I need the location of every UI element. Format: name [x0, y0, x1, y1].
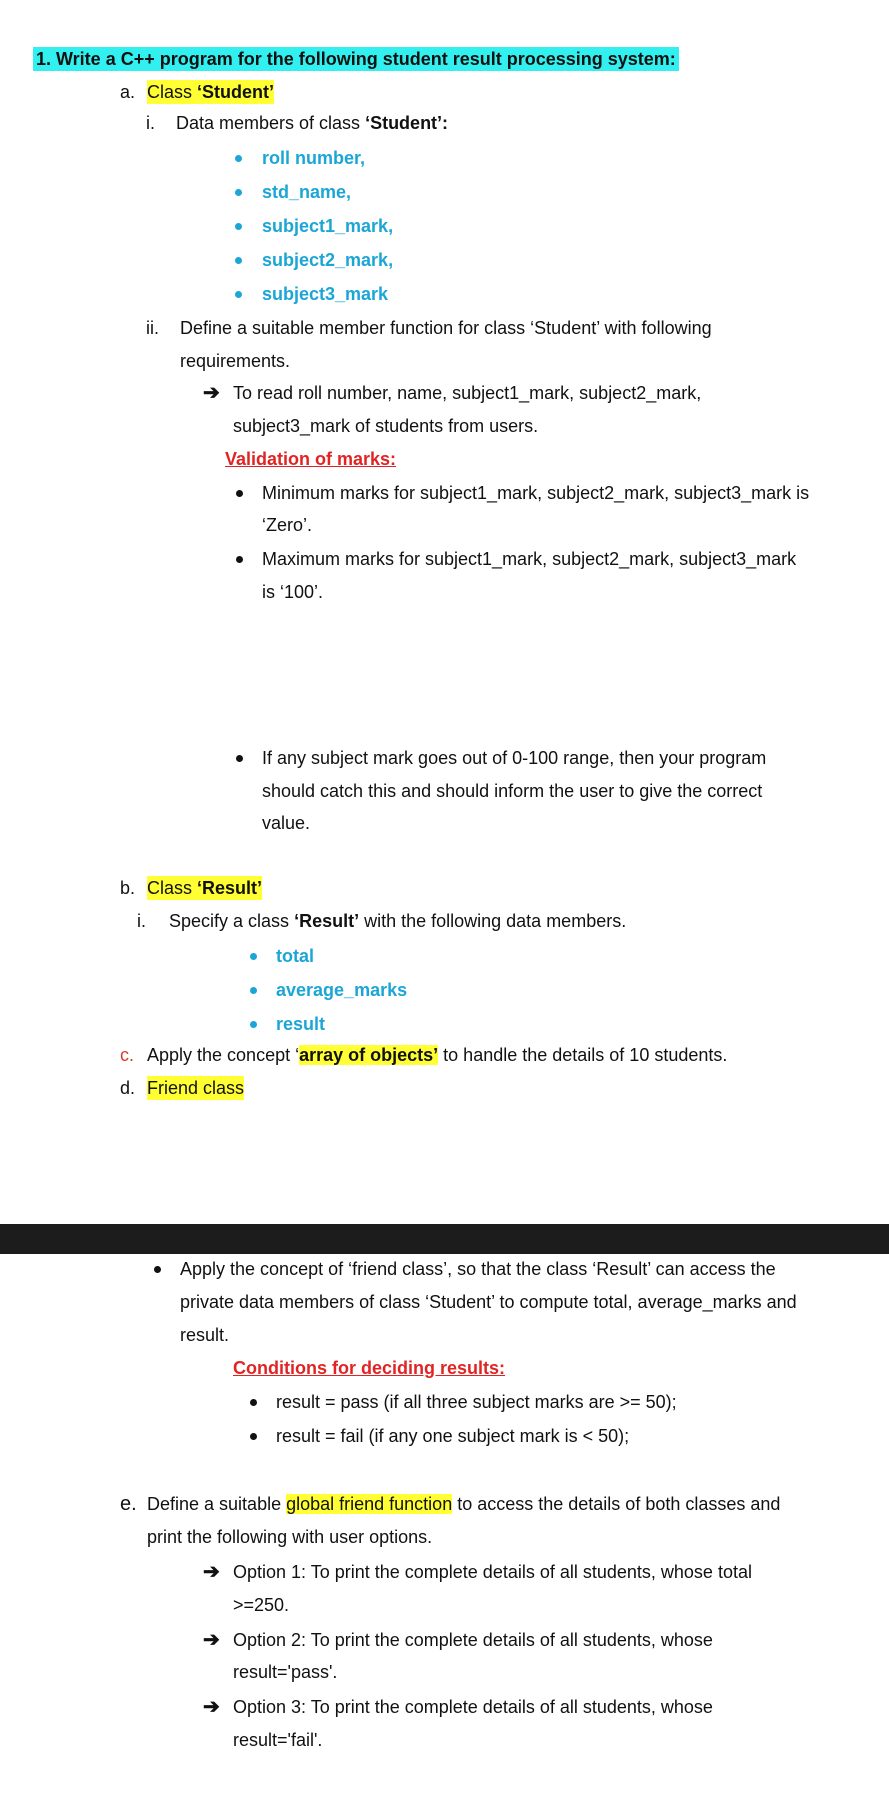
- result-member: total: [276, 946, 314, 966]
- condition-fail: result = fail (if any one subject mark is < 50);: [276, 1426, 630, 1446]
- result-member: result: [276, 1014, 326, 1034]
- conditions-heading: Conditions for deciding results:: [233, 1358, 506, 1378]
- bullet-icon: [236, 556, 243, 563]
- bullet-icon: [235, 155, 242, 162]
- student-member: std_name,: [262, 182, 352, 202]
- validation-heading: Validation of marks:: [225, 449, 397, 469]
- item-a-i-text: [176, 111, 448, 135]
- item-e-prefix: Define a suitable: [147, 1494, 287, 1514]
- validation-range-line2: should catch this and should inform the user to give the correct: [262, 781, 763, 801]
- validation-min-line2: ‘Zero’.: [262, 515, 313, 535]
- bullet-icon: [250, 1399, 257, 1406]
- item-b-i-marker: i.: [137, 911, 146, 931]
- arrow-right-icon: ➔: [203, 382, 220, 404]
- option-2-line1: Option 2: To print the complete details of all students, whose: [233, 1630, 713, 1650]
- friend-class-line1: Apply the concept of ‘friend class’, so that the class ‘Result’ can access the: [180, 1259, 776, 1279]
- bullet-icon: [154, 1266, 161, 1273]
- item-c-suffix: to handle the details of 10 students.: [438, 1045, 728, 1065]
- item-b-i-bold: ‘Result’: [294, 911, 360, 931]
- item-c-prefix: Apply the concept ‘: [147, 1045, 300, 1065]
- validation-min-line1: Minimum marks for subject1_mark, subject2_mark, subject3_mark is: [262, 483, 810, 503]
- bullet-icon: [250, 1433, 257, 1440]
- validation-max-line2: is ‘100’.: [262, 582, 324, 602]
- item-e-marker: e.: [120, 1493, 137, 1515]
- bullet-icon: [235, 291, 242, 298]
- bullet-icon: [236, 755, 243, 762]
- item-c-text: [147, 1043, 727, 1067]
- item-a-i-bold: ‘Student’:: [365, 113, 449, 133]
- item-a-ii-line1: Define a suitable member function for class ‘Student’ with following: [180, 318, 712, 338]
- bullet-icon: [250, 987, 257, 994]
- read-requirement-line1: To read roll number, name, subject1_mark, subject2_mark,: [233, 383, 702, 403]
- option-2-line2: result='pass'.: [233, 1662, 338, 1682]
- bullet-icon: [235, 223, 242, 230]
- arrow-right-icon: ➔: [203, 1629, 220, 1651]
- option-3-line2: result='fail'.: [233, 1730, 323, 1750]
- item-b-heading: [147, 876, 262, 900]
- student-member: roll number,: [262, 148, 366, 168]
- item-a-i-prefix: Data members of class: [176, 113, 366, 133]
- item-a-ii-marker: ii.: [146, 318, 159, 338]
- item-e-line1: [147, 1492, 780, 1516]
- option-1-line1: Option 1: To print the complete details of all students, whose total: [233, 1562, 752, 1582]
- item-e-highlight: global friend function: [286, 1494, 453, 1514]
- condition-pass: result = pass (if all three subject marks are >= 50);: [276, 1392, 677, 1412]
- read-requirement-line2: subject3_mark of students from users.: [233, 416, 539, 436]
- item-a-heading-prefix: Class: [147, 82, 198, 102]
- item-b-i-text: [169, 909, 626, 933]
- item-e-line2: print the following with user options.: [147, 1527, 433, 1547]
- item-e-suffix: to access the details of both classes and: [452, 1494, 781, 1514]
- item-b-i-suffix: with the following data members.: [359, 911, 627, 931]
- friend-class-line3: result.: [180, 1325, 230, 1345]
- student-member: subject1_mark,: [262, 216, 394, 236]
- item-d-heading: Friend class: [147, 1078, 245, 1098]
- item-c-highlight: array of objects’: [299, 1045, 439, 1065]
- student-member: subject3_mark: [262, 284, 389, 304]
- item-d-marker: d.: [120, 1078, 136, 1098]
- item-c-marker: c.: [120, 1045, 135, 1065]
- option-3-line1: Option 3: To print the complete details of all students, whose: [233, 1697, 713, 1717]
- arrow-right-icon: ➔: [203, 1696, 220, 1718]
- item-a-ii-line2: requirements.: [180, 351, 291, 371]
- bullet-icon: [250, 953, 257, 960]
- item-b-i-prefix: Specify a class: [169, 911, 295, 931]
- page-divider: [0, 1224, 889, 1254]
- option-1-line2: >=250.: [233, 1595, 290, 1615]
- friend-class-line2: private data members of class ‘Student’ to compute total, average_marks and: [180, 1292, 797, 1312]
- item-b-marker: b.: [120, 878, 136, 898]
- bullet-icon: [236, 490, 243, 497]
- result-member: average_marks: [276, 980, 408, 1000]
- student-member: subject2_mark,: [262, 250, 394, 270]
- validation-range-line3: value.: [262, 813, 311, 833]
- item-a-marker: a.: [120, 82, 136, 102]
- bullet-icon: [235, 257, 242, 264]
- item-a-heading: [147, 80, 274, 104]
- bullet-icon: [250, 1021, 257, 1028]
- question-title: 1. Write a C++ program for the following student result processing system:: [33, 47, 679, 71]
- validation-max-line1: Maximum marks for subject1_mark, subject2_mark, subject3_mark: [262, 549, 797, 569]
- item-b-heading-prefix: Class: [147, 878, 198, 898]
- item-a-i-marker: i.: [146, 113, 155, 133]
- arrow-right-icon: ➔: [203, 1561, 220, 1583]
- item-b-heading-bold: ‘Result’: [197, 878, 263, 898]
- bullet-icon: [235, 189, 242, 196]
- validation-range-line1: If any subject mark goes out of 0-100 range, then your program: [262, 748, 767, 768]
- item-a-heading-bold: ‘Student’: [197, 82, 275, 102]
